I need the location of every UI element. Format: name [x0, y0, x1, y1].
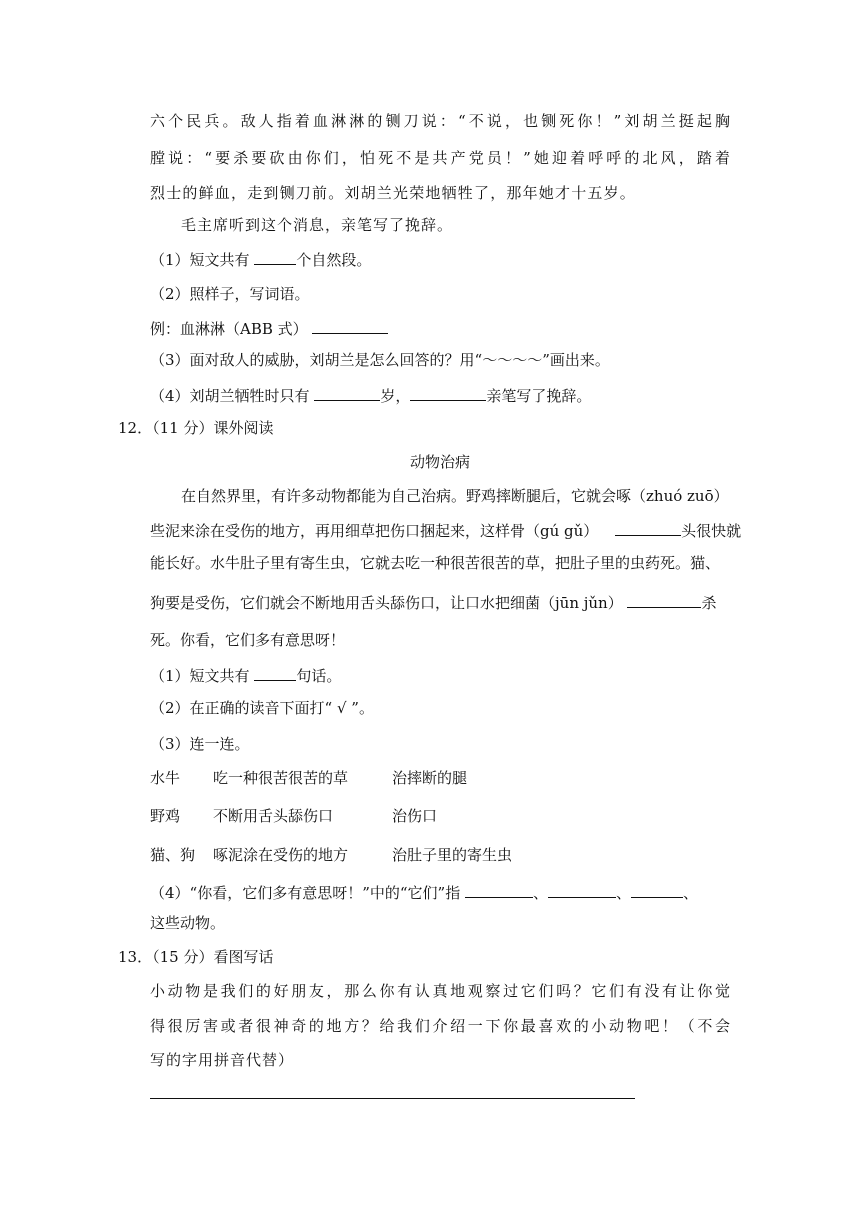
question-text: （1）短文共有 [150, 667, 255, 685]
question-text: 亲笔写了挽辞。 [486, 387, 592, 405]
question-text: （4）刘胡兰牺牲时只有 [150, 387, 315, 405]
question-text: （1）短文共有 [150, 251, 255, 269]
match-animal[interactable]: 野鸡 [150, 807, 181, 825]
q12-sub4 [150, 881, 698, 903]
writing-answer-line[interactable] [150, 1098, 635, 1099]
example-text: 例：血淋淋（ABB 式） [150, 320, 313, 338]
separator: 、 [533, 884, 549, 902]
q13-prompt-line: 小动物是我们的好朋友，那么你有认真地观察过它们吗？它们有没有让你觉 [150, 982, 730, 1000]
q12-sub1 [150, 664, 341, 686]
match-action[interactable]: 不断用舌头舔伤口 [213, 807, 334, 825]
answer-blank[interactable] [314, 384, 380, 401]
q13-header: 13．（15 分）看图写话 [118, 948, 274, 966]
q11-sub2: （2）照样子，写词语。 [150, 285, 310, 303]
match-action[interactable]: 啄泥涂在受伤的地方 [213, 846, 349, 864]
q12-sub4-end: 这些动物。 [150, 914, 226, 932]
passage-line: 烈士的鲜血，走到铡刀前。刘胡兰光荣地牺牲了，那年她才十五岁。 [150, 184, 637, 202]
answer-blank[interactable] [615, 519, 681, 536]
passage-text: 头很快就 [681, 522, 742, 540]
passage-text: 些泥来涂在受伤的地方，再用细草把伤口捆起来，这样骨（gú gǔ） [150, 522, 604, 540]
match-purpose[interactable]: 治摔断的腿 [392, 769, 468, 787]
q12-passage-line: 死。你看，它们多有意思呀！ [150, 631, 346, 649]
q12-passage-line [150, 591, 717, 613]
answer-blank[interactable] [312, 317, 388, 334]
question-text: 句话。 [296, 667, 342, 685]
q11-sub4 [150, 384, 591, 406]
answer-blank[interactable] [631, 881, 683, 898]
question-text: （4）“你看，它们多有意思呀！”中的“它们”指 [150, 884, 465, 902]
match-purpose[interactable]: 治肚子里的寄生虫 [392, 846, 513, 864]
q13-prompt-line: 写的字用拼音代替） [150, 1051, 295, 1069]
question-text: 个自然段。 [296, 251, 372, 269]
passage-line: 毛主席听到这个消息，亲笔写了挽辞。 [181, 216, 454, 234]
q11-sub1 [150, 248, 371, 270]
match-animal[interactable]: 水牛 [150, 769, 181, 787]
q12-passage-line: 在自然界里，有许多动物都能为自己治病。野鸡摔断腿后，它就会啄（zhuó zuō） [181, 487, 729, 505]
q12-header: 12．（11 分）课外阅读 [118, 419, 274, 437]
passage-line: 膛说：“要杀要砍由你们，怕死不是共产党员！”她迎着呼呼的北风，踏着 [150, 149, 730, 167]
q12-passage-line: 能长好。水牛肚子里有寄生虫，它就去吃一种很苦很苦的草，把肚子里的虫药死。猫、 [150, 554, 721, 572]
answer-blank[interactable] [465, 881, 533, 898]
q13-prompt-line: 得很厉害或者很神奇的地方？给我们介绍一下你最喜欢的小动物吧！（不会 [150, 1017, 730, 1035]
q12-sub2: （2）在正确的读音下面打“ √ ”。 [150, 699, 374, 717]
separator: 、 [683, 884, 699, 902]
match-action[interactable]: 吃一种很苦很苦的草 [213, 769, 349, 787]
q12-sub3: （3）连一连。 [150, 735, 250, 753]
match-purpose[interactable]: 治伤口 [392, 807, 438, 825]
answer-blank[interactable] [548, 881, 616, 898]
q12-passage-line [150, 519, 741, 541]
q12-title: 动物治病 [409, 453, 470, 471]
passage-text: 狗要是受伤，它们就会不断地用舌头舔伤口，让口水把细菌（jūn jǔn） [150, 594, 628, 612]
q11-example [150, 317, 388, 339]
separator: 、 [616, 884, 632, 902]
answer-blank[interactable] [627, 591, 701, 608]
question-text: 岁， [380, 387, 411, 405]
passage-line: 六个民兵。敌人指着血淋淋的铡刀说：“不说，也铡死你！”刘胡兰挺起胸 [150, 112, 730, 130]
passage-text: 杀 [701, 594, 717, 612]
q11-sub3: （3）面对敌人的威胁，刘胡兰是怎么回答的？用“～～～～”画出来。 [150, 351, 610, 369]
answer-blank[interactable] [410, 384, 486, 401]
match-animal[interactable]: 猫、狗 [150, 846, 196, 864]
answer-blank[interactable] [254, 664, 296, 681]
answer-blank[interactable] [254, 248, 296, 265]
